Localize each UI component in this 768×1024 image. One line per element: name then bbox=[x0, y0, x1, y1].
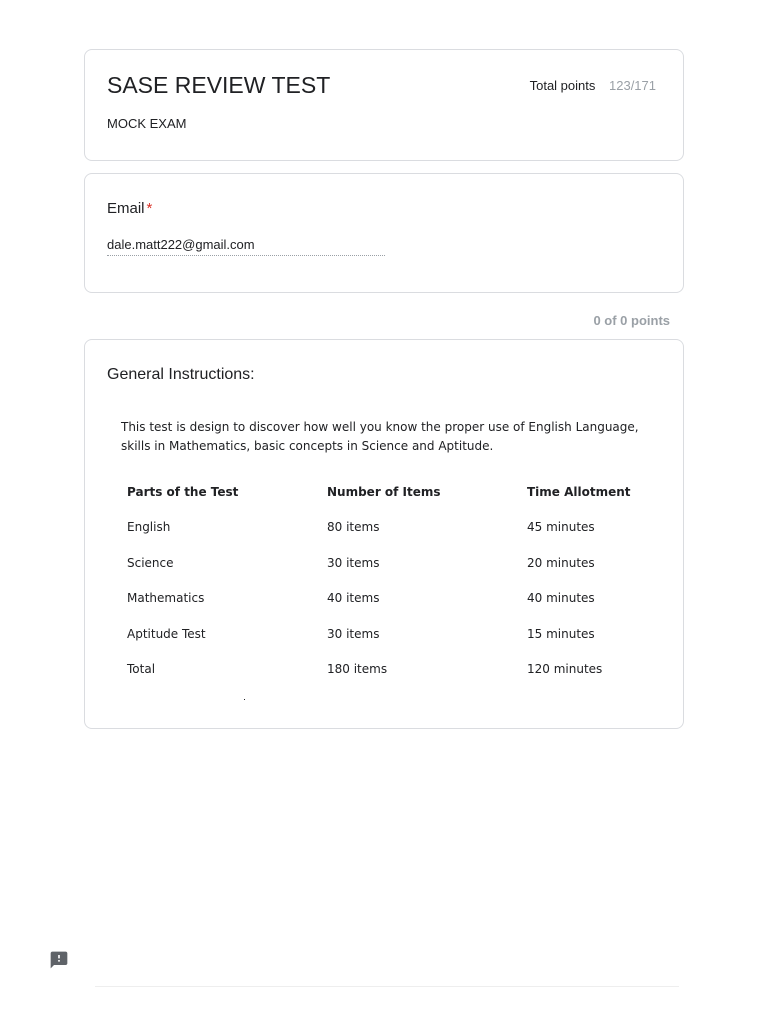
table-cell: 80 items bbox=[327, 520, 380, 535]
table-cell: Aptitude Test bbox=[127, 626, 206, 641]
section-points: 0 of 0 points bbox=[593, 313, 670, 328]
footer-divider bbox=[95, 986, 679, 987]
column-header: Time Allotment bbox=[527, 484, 631, 499]
column-header: Number of Items bbox=[327, 484, 441, 499]
total-points bbox=[530, 78, 656, 93]
test-parts-table bbox=[123, 474, 671, 687]
table-header-row bbox=[123, 474, 671, 510]
form-subtitle: MOCK EXAM bbox=[107, 116, 187, 131]
email-label-text: Email bbox=[107, 200, 145, 217]
table-cell: 40 items bbox=[327, 591, 380, 606]
table-cell: 30 items bbox=[327, 555, 380, 570]
instructions-card bbox=[84, 339, 684, 729]
form-header-card bbox=[84, 49, 684, 161]
table-cell: Science bbox=[127, 555, 174, 570]
table-cell: 40 minutes bbox=[527, 591, 595, 606]
table-cell: 30 items bbox=[327, 626, 380, 641]
total-points-value: 123/171 bbox=[609, 78, 656, 93]
table-cell: 45 minutes bbox=[527, 520, 595, 535]
table-cell: Mathematics bbox=[127, 591, 205, 606]
feedback-icon[interactable] bbox=[49, 950, 69, 970]
total-points-label: Total points bbox=[529, 78, 596, 93]
table-cell: 120 minutes bbox=[527, 662, 603, 677]
table-cell: Total bbox=[127, 662, 156, 677]
table-row bbox=[123, 510, 671, 546]
table-cell: English bbox=[127, 520, 171, 535]
table-row bbox=[123, 616, 671, 652]
table-row bbox=[123, 581, 671, 617]
required-marker: * bbox=[146, 200, 153, 217]
table-cell: 180 items bbox=[327, 662, 388, 677]
image-artifact-dot bbox=[244, 699, 245, 700]
email-field: dale.matt222@gmail.com bbox=[107, 237, 385, 256]
column-header: Parts of the Test bbox=[127, 484, 239, 499]
table-row bbox=[123, 652, 671, 688]
table-cell: 15 minutes bbox=[527, 626, 595, 641]
section-description: This test is design to discover how well you know the proper use of English Language, skills in Mathematics, basic concepts in Science and Aptitude. bbox=[121, 420, 639, 453]
section-heading: General Instructions: bbox=[107, 366, 255, 383]
email-label bbox=[107, 200, 152, 217]
form-title: SASE REVIEW TEST bbox=[107, 72, 331, 98]
table-cell: 20 minutes bbox=[527, 555, 595, 570]
email-card bbox=[84, 173, 684, 293]
table-row bbox=[123, 545, 671, 581]
